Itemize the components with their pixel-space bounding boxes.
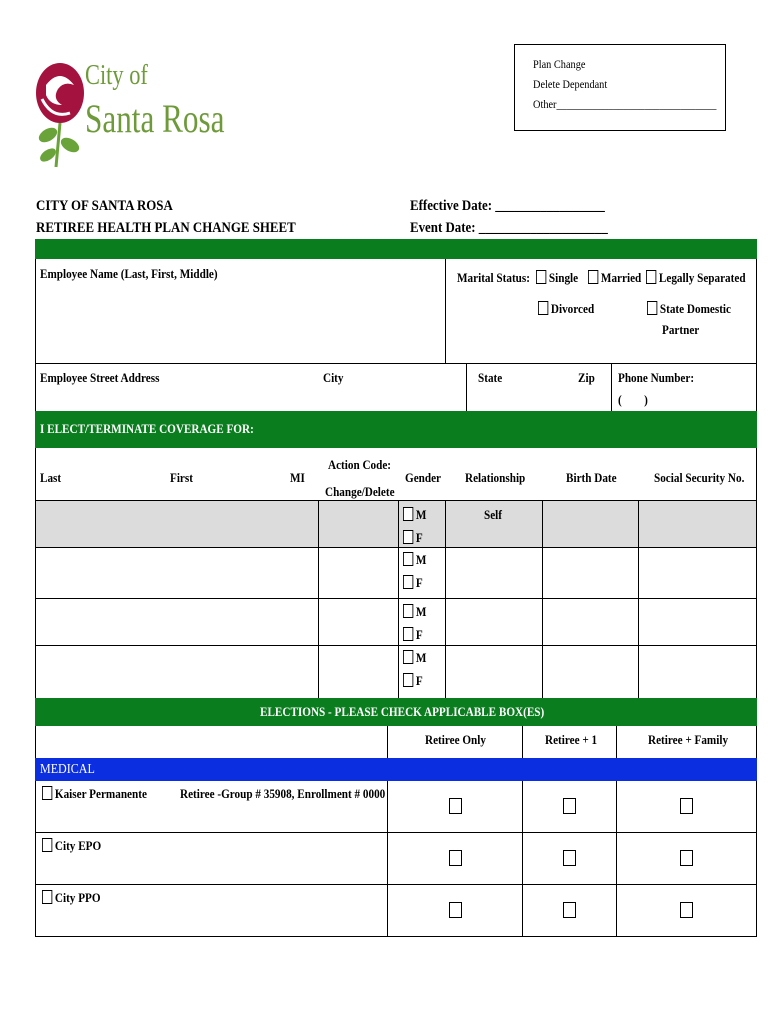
col-last: Last: [40, 470, 62, 485]
event-date[interactable]: Event Date: ____________________: [410, 220, 608, 236]
plan-kaiser[interactable]: Kaiser Permanente: [42, 786, 147, 802]
form-title: RETIREE HEALTH PLAN CHANGE SHEET: [36, 220, 296, 236]
ppo-retiree-plus-one-checkbox[interactable]: [563, 902, 576, 918]
city-label: City: [323, 370, 344, 385]
ppo-retiree-only-checkbox[interactable]: [449, 902, 462, 918]
relationship-self: Self: [484, 507, 503, 522]
col-action: Action Code:: [328, 457, 392, 472]
domestic-partner-checkbox[interactable]: [647, 301, 657, 315]
col-gender: Gender: [405, 470, 442, 485]
married-checkbox[interactable]: [588, 270, 598, 284]
kaiser-retiree-plus-one-checkbox[interactable]: [563, 798, 576, 814]
marital-married[interactable]: Married: [588, 270, 641, 286]
epo-retiree-family-checkbox[interactable]: [680, 850, 693, 866]
coverage-banner: I ELECT/TERMINATE COVERAGE FOR:: [35, 411, 757, 448]
gender-m-row1[interactable]: M: [403, 507, 426, 523]
phone-field[interactable]: ( ): [618, 392, 648, 407]
epo-retiree-only-checkbox[interactable]: [449, 850, 462, 866]
city-logo: [30, 55, 230, 175]
col-action-line2: Change/Delete: [325, 484, 395, 499]
logo-line2: Santa Rosa: [85, 96, 225, 141]
employee-name-field[interactable]: [40, 285, 440, 359]
kaiser-retiree-family-checkbox[interactable]: [680, 798, 693, 814]
gender-m-row4[interactable]: M: [403, 650, 426, 666]
col-ssn: Social Security No.: [654, 470, 745, 485]
ppo-checkbox[interactable]: [42, 890, 52, 904]
rose-icon: [30, 55, 90, 173]
kaiser-retiree-only-checkbox[interactable]: [449, 798, 462, 814]
ppo-retiree-family-checkbox[interactable]: [680, 902, 693, 918]
col-retiree-plus-one: Retiree + 1: [545, 732, 598, 747]
marital-domestic-partner[interactable]: State Domestic: [647, 301, 731, 317]
col-relationship: Relationship: [465, 470, 526, 485]
gender-f-row2[interactable]: F: [403, 575, 423, 591]
table-row[interactable]: [36, 500, 756, 547]
medical-banner: MEDICAL: [35, 758, 757, 781]
col-first: First: [170, 470, 193, 485]
street-address-label: Employee Street Address: [40, 370, 160, 385]
epo-retiree-plus-one-checkbox[interactable]: [563, 850, 576, 866]
marital-single[interactable]: Single: [536, 270, 578, 286]
plan-city-ppo[interactable]: City PPO: [42, 890, 101, 906]
kaiser-group-detail: Retiree -Group # 35908, Enrollment # 0000: [180, 786, 386, 801]
state-label: State: [478, 370, 503, 385]
elections-banner: ELECTIONS - PLEASE CHECK APPLICABLE BOX(ES): [35, 698, 757, 726]
marital-partner-line2: Partner: [662, 322, 700, 337]
plan-city-epo[interactable]: City EPO: [42, 838, 101, 854]
gender-m-row2[interactable]: M: [403, 552, 426, 568]
logo-line1: City of: [85, 60, 148, 91]
marital-divorced[interactable]: Divorced: [538, 301, 594, 317]
kaiser-checkbox[interactable]: [42, 786, 52, 800]
gender-f-row1[interactable]: F: [403, 530, 423, 546]
marital-legally-separated[interactable]: Legally Separated: [646, 270, 746, 286]
other-option[interactable]: Other_______________________________: [533, 97, 717, 111]
gender-f-row4[interactable]: F: [403, 673, 423, 689]
col-retiree-family: Retiree + Family: [648, 732, 729, 747]
epo-checkbox[interactable]: [42, 838, 52, 852]
delete-dependant-option[interactable]: Delete Dependant: [533, 77, 608, 91]
plan-change-option[interactable]: Plan Change: [533, 57, 586, 71]
marital-status-label: Marital Status:: [457, 270, 530, 285]
change-type-box: [514, 44, 726, 131]
divorced-checkbox[interactable]: [538, 301, 548, 315]
org-name: CITY OF SANTA ROSA: [36, 198, 173, 214]
legally-separated-checkbox[interactable]: [646, 270, 656, 284]
col-retiree-only: Retiree Only: [425, 732, 486, 747]
single-checkbox[interactable]: [536, 270, 546, 284]
phone-label: Phone Number:: [618, 370, 695, 385]
top-green-bar: [35, 239, 757, 259]
col-mi: MI: [290, 470, 305, 485]
zip-label: Zip: [578, 370, 595, 385]
gender-m-row3[interactable]: M: [403, 604, 426, 620]
effective-date[interactable]: Effective Date: _________________: [410, 198, 605, 214]
employee-name-label: Employee Name (Last, First, Middle): [40, 266, 218, 281]
gender-f-row3[interactable]: F: [403, 627, 423, 643]
col-birth: Birth Date: [566, 470, 617, 485]
